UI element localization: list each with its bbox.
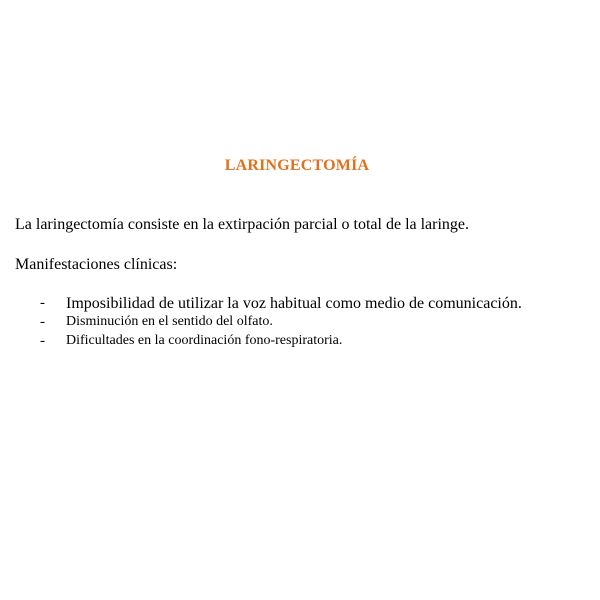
bullet-dash: - xyxy=(40,295,45,311)
bullet-dash: - xyxy=(40,314,45,330)
document-title: LARINGECTOMÍA xyxy=(224,157,370,174)
list-item-text: Imposibilidad de utilizar la voz habitual como medio de comunicación. xyxy=(66,295,522,312)
intro-paragraph: La laringectomía consiste en la extirpación parcial o total de la laringe. xyxy=(15,216,470,233)
manifestations-heading: Manifestaciones clínicas: xyxy=(15,256,178,273)
bullet-dash: - xyxy=(40,333,45,349)
list-item-text: Dificultades en la coordinación fono-respiratoria. xyxy=(66,333,343,348)
list-item-text: Disminución en el sentido del olfato. xyxy=(66,314,273,329)
